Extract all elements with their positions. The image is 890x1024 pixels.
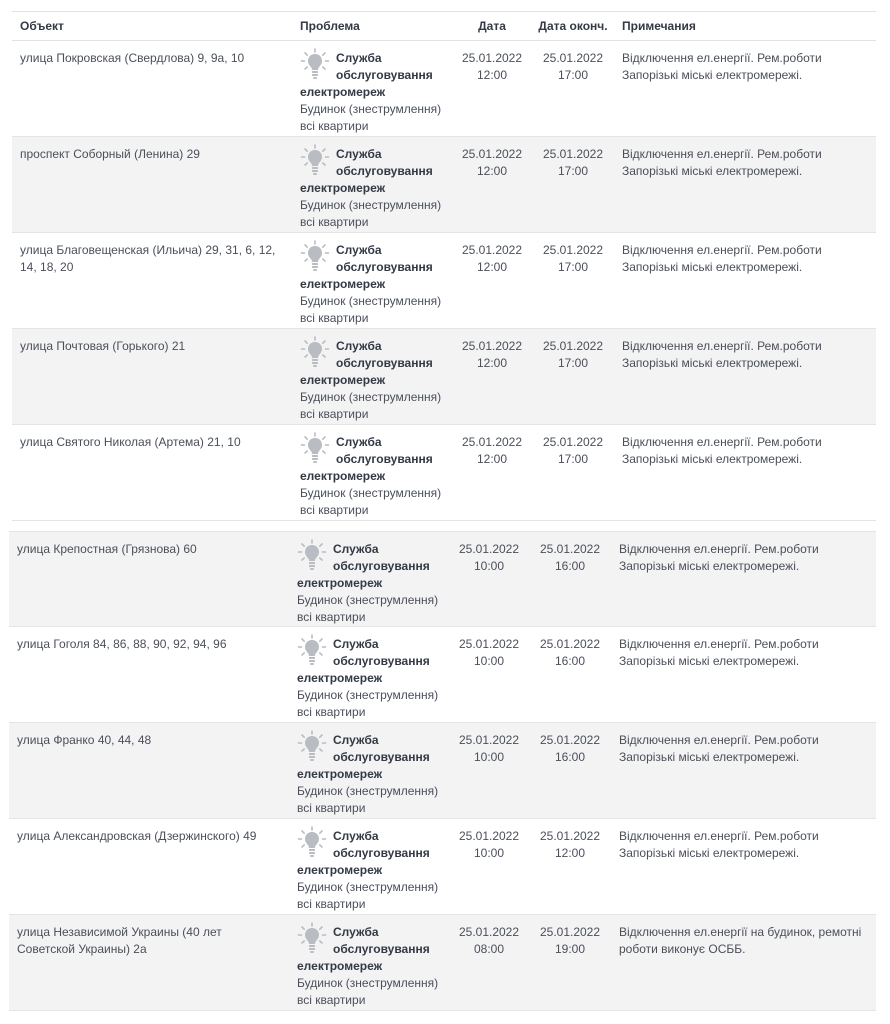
lightbulb-icon [297,826,327,858]
object-address[interactable]: улица Почтовая (Горького) 21 [20,339,186,353]
lightbulb-icon [297,730,327,762]
service-name-line1: Служба [333,829,379,843]
service-name-line2: обслуговування [336,260,433,274]
lightbulb-icon [297,539,327,571]
end-date [529,723,611,818]
start-date-time: 12:00 [476,164,508,178]
end-date-day: 25.01.2022 [539,733,601,747]
end-date [532,233,614,328]
start-date [452,233,532,328]
header-object[interactable]: Объект [20,18,64,33]
problem-cell [289,723,449,818]
table-row [12,233,876,329]
problem-status: Будинок (знеструмлення) [300,390,442,404]
service-name-line3: електромереж [297,863,383,877]
service-name-line3: електромереж [297,767,383,781]
start-date [449,627,529,722]
table-row [9,723,876,819]
problem-status: Будинок (знеструмлення) [297,976,439,990]
table-row [9,627,876,723]
lightbulb-icon [300,240,330,272]
start-date-day: 25.01.2022 [458,829,520,843]
start-date [449,532,529,626]
problem-cell [292,233,452,328]
notes-cell: Відключення ел.енергії. Рем.роботи Запорізькі міські електромережі. [619,733,819,764]
object-address[interactable]: улица Святого Николая (Артема) 21, 10 [20,435,241,449]
service-name-line3: електромереж [297,576,383,590]
notes-cell: Відключення ел.енергії. Рем.роботи Запорізькі міські електромережі. [619,637,819,668]
problem-scope: всі квартири [297,897,366,911]
start-date-day: 25.01.2022 [458,637,520,651]
notes-cell: Відключення ел.енергії. Рем.роботи Запорізькі міські електромережі. [622,51,822,82]
service-name-line2: обслуговування [336,164,433,178]
start-date-time: 12:00 [476,68,508,82]
end-date-day: 25.01.2022 [539,925,601,939]
notes-cell: Відключення ел.енергії. Рем.роботи Запорізькі міські електромережі. [622,147,822,178]
service-name-line2: обслуговування [333,750,430,764]
object-address[interactable]: улица Покровская (Свердлова) 9, 9а, 10 [20,51,245,65]
problem-cell [289,819,449,914]
problem-cell [292,329,452,424]
table-header [12,11,876,41]
end-date-time: 17:00 [557,164,589,178]
start-date-day: 25.01.2022 [461,435,523,449]
service-name-line3: електромереж [297,671,383,685]
notes-cell: Відключення ел.енергії. Рем.роботи Запорізькі міські електромережі. [622,435,822,466]
lightbulb-icon [297,634,327,666]
end-date [529,532,611,626]
end-date [532,425,614,520]
notes-cell: Відключення ел.енергії. Рем.роботи Запорізькі міські електромережі. [619,542,819,573]
end-date-day: 25.01.2022 [539,542,601,556]
service-name-line3: електромереж [300,469,386,483]
service-name-line2: обслуговування [333,654,430,668]
table-row [9,819,876,915]
start-date [449,819,529,914]
end-date [529,819,611,914]
header-notes[interactable]: Примечания [622,18,696,33]
start-date [452,329,532,424]
start-date-time: 10:00 [473,654,505,668]
problem-scope: всі квартири [300,119,369,133]
table-row [12,329,876,425]
table-row [9,915,876,1011]
end-date [532,329,614,424]
outage-table-1 [12,11,876,521]
start-date-day: 25.01.2022 [461,243,523,257]
object-address[interactable]: улица Александровская (Дзержинского) 49 [17,829,257,843]
service-name-line1: Служба [333,925,379,939]
start-date [449,915,529,1010]
start-date-day: 25.01.2022 [461,339,523,353]
table-row [12,41,876,137]
problem-scope: всі квартири [297,705,366,719]
object-address[interactable]: улица Гоголя 84, 86, 88, 90, 92, 94, 96 [17,637,227,651]
start-date-time: 10:00 [473,559,505,573]
service-name-line2: обслуговування [333,846,430,860]
notes-cell: Відключення ел.енергії на будинок, ремотні роботи виконує ОСББ. [619,925,862,956]
problem-status: Будинок (знеструмлення) [297,880,439,894]
start-date [452,41,532,136]
problem-status: Будинок (знеструмлення) [300,294,442,308]
start-date-time: 12:00 [476,452,508,466]
start-date [452,137,532,232]
start-date-time: 12:00 [476,260,508,274]
start-date-day: 25.01.2022 [461,51,523,65]
service-name-line3: електромереж [300,181,386,195]
service-name-line1: Служба [333,637,379,651]
lightbulb-icon [300,432,330,464]
start-date-time: 12:00 [476,356,508,370]
start-date-day: 25.01.2022 [458,925,520,939]
problem-scope: всі квартири [300,407,369,421]
service-name-line3: електромереж [297,959,383,973]
object-address[interactable]: улица Независимой Украины (40 лет Советской Украины) 2а [17,925,222,956]
object-address[interactable]: улица Благовещенская (Ильича) 29, 31, 6, 12, 14, 18, 20 [20,243,276,274]
problem-scope: всі квартири [300,311,369,325]
problem-cell [289,915,449,1010]
end-date [532,137,614,232]
end-date [529,627,611,722]
service-name-line2: обслуговування [336,452,433,466]
service-name-line3: електромереж [300,85,386,99]
problem-status: Будинок (знеструмлення) [300,198,442,212]
end-date-time: 17:00 [557,452,589,466]
object-address[interactable]: проспект Соборный (Ленина) 29 [20,147,200,161]
end-date-time: 19:00 [554,942,586,956]
problem-status: Будинок (знеструмлення) [300,102,442,116]
problem-status: Будинок (знеструмлення) [297,784,439,798]
end-date-time: 17:00 [557,260,589,274]
service-name-line2: обслуговування [336,68,433,82]
notes-cell: Відключення ел.енергії. Рем.роботи Запорізькі міські електромережі. [622,243,822,274]
service-name-line3: електромереж [300,373,386,387]
problem-scope: всі квартири [297,993,366,1007]
problem-status: Будинок (знеструмлення) [297,688,439,702]
end-date [529,915,611,1010]
service-name-line2: обслуговування [333,559,430,573]
end-date [532,41,614,136]
problem-scope: всі квартири [297,801,366,815]
service-name-line1: Служба [336,51,382,65]
problem-cell [289,532,449,626]
table-row [12,425,876,521]
notes-cell: Відключення ел.енергії. Рем.роботи Запорізькі міські електромережі. [619,829,819,860]
service-name-line3: електромереж [300,277,386,291]
end-date-day: 25.01.2022 [542,339,604,353]
service-name-line2: обслуговування [336,356,433,370]
problem-cell [292,425,452,520]
end-date-day: 25.01.2022 [542,51,604,65]
end-date-time: 12:00 [554,846,586,860]
lightbulb-icon [300,336,330,368]
outage-table-2 [9,531,876,1011]
problem-status: Будинок (знеструмлення) [297,593,439,607]
lightbulb-icon [300,144,330,176]
start-date-day: 25.01.2022 [461,147,523,161]
start-date [449,723,529,818]
header-date[interactable]: Дата [478,18,506,33]
start-date-day: 25.01.2022 [458,733,520,747]
lightbulb-icon [300,48,330,80]
service-name-line1: Служба [333,542,379,556]
lightbulb-icon [297,922,327,954]
notes-cell: Відключення ел.енергії. Рем.роботи Запорізькі міські електромережі. [622,339,822,370]
problem-status: Будинок (знеструмлення) [300,486,442,500]
header-problem[interactable]: Проблема [300,18,360,33]
object-address[interactable]: улица Франко 40, 44, 48 [17,733,152,747]
problem-scope: всі квартири [300,503,369,517]
end-date-day: 25.01.2022 [539,637,601,651]
problem-cell [292,41,452,136]
table-row [12,137,876,233]
service-name-line1: Служба [336,339,382,353]
end-date-time: 17:00 [557,68,589,82]
service-name-line1: Служба [336,435,382,449]
start-date [452,425,532,520]
service-name-line1: Служба [333,733,379,747]
problem-scope: всі квартири [297,610,366,624]
problem-cell [289,627,449,722]
service-name-line1: Служба [336,147,382,161]
end-date-time: 16:00 [554,750,586,764]
end-date-time: 17:00 [557,356,589,370]
problem-cell [292,137,452,232]
start-date-time: 10:00 [473,846,505,860]
service-name-line2: обслуговування [333,942,430,956]
end-date-day: 25.01.2022 [542,243,604,257]
end-date-day: 25.01.2022 [542,435,604,449]
start-date-time: 08:00 [473,942,505,956]
header-end-date[interactable]: Дата оконч. [538,18,608,33]
end-date-time: 16:00 [554,654,586,668]
end-date-day: 25.01.2022 [539,829,601,843]
end-date-day: 25.01.2022 [542,147,604,161]
end-date-time: 16:00 [554,559,586,573]
start-date-day: 25.01.2022 [458,542,520,556]
table-row [9,531,876,627]
service-name-line1: Служба [336,243,382,257]
problem-scope: всі квартири [300,215,369,229]
object-address[interactable]: улица Крепостная (Грязнова) 60 [17,542,197,556]
start-date-time: 10:00 [473,750,505,764]
